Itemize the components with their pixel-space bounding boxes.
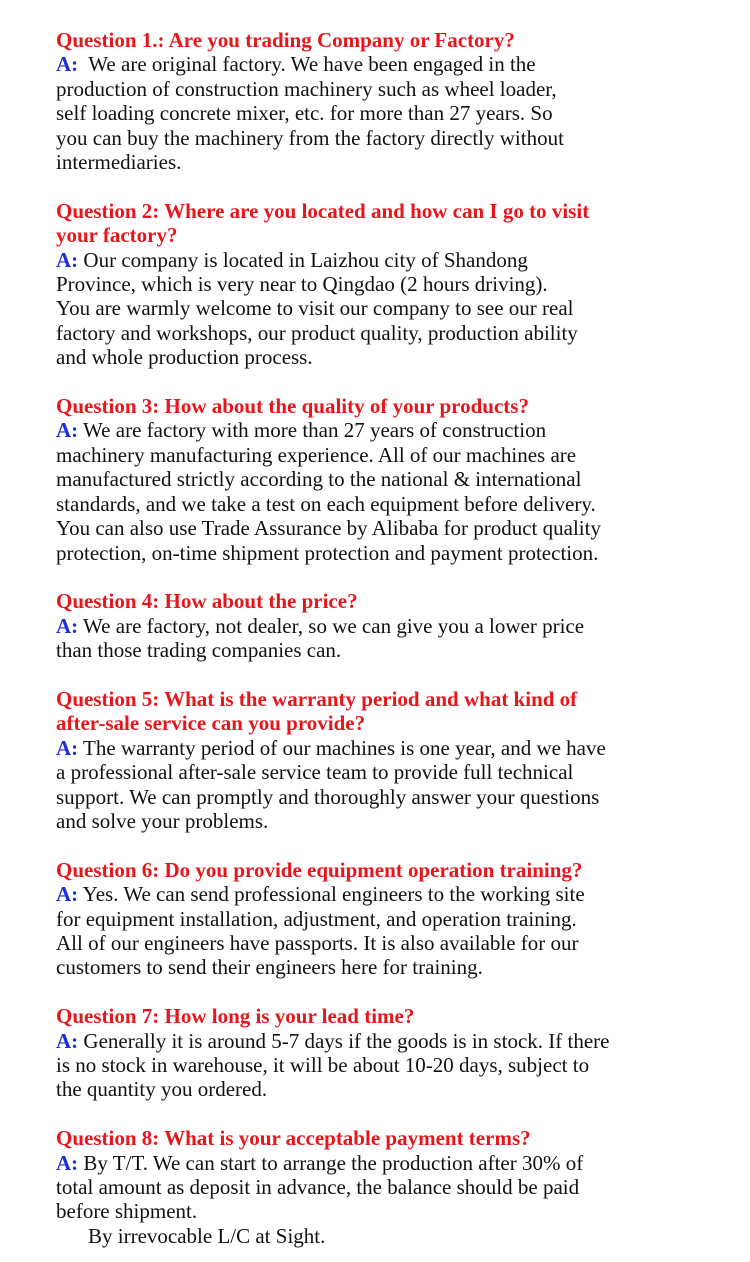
- faq-item-2: [56, 199, 710, 370]
- answer-8-line-1: A: By T/T. We can start to arrange the production after 30% of: [56, 1150, 584, 1175]
- answer-5-line-3: support. We can promptly and thoroughly answer your questions: [56, 784, 600, 809]
- faq-item-1: [56, 28, 710, 174]
- answer-3-line-1: A: We are factory with more than 27 years of construction: [56, 418, 547, 443]
- question-4: Question 4: How about the price?: [56, 589, 358, 614]
- answer-label: A:: [56, 1028, 79, 1053]
- answer-3-line-6: protection, on-time shipment protection and payment protection.: [56, 540, 599, 565]
- answer-1-line-1: A: We are original factory. We have been engaged in the: [56, 52, 536, 77]
- answer-1-line-3: self loading concrete mixer, etc. for more than 27 years. So: [56, 101, 553, 126]
- answer-2-line-2: Province, which is very near to Qingdao (2 hours driving).: [56, 272, 548, 297]
- answer-1-line-5: intermediaries.: [56, 150, 182, 175]
- answer-7-line-1: A: Generally it is around 5-7 days if the goods is in stock. If there: [56, 1028, 610, 1053]
- answer-6-line-1: A: Yes. We can send professional engineers to the working site: [56, 882, 585, 907]
- faq-item-6: [56, 858, 710, 980]
- answer-label: A:: [56, 52, 79, 77]
- answer-1-line-2: production of construction machinery such as wheel loader,: [56, 76, 557, 101]
- answer-1-line-4: you can buy the machinery from the factory directly without: [56, 125, 564, 150]
- answer-6-line-2: for equipment installation, adjustment, and operation training.: [56, 906, 577, 931]
- answer-8-line-2: total amount as deposit in advance, the balance should be paid: [56, 1174, 580, 1199]
- answer-6-line-3: All of our engineers have passports. It is also available for our: [56, 930, 579, 955]
- question-3: Question 3: How about the quality of your products?: [56, 394, 529, 419]
- answer-label: A:: [56, 247, 79, 272]
- faq-item-3: [56, 394, 710, 565]
- answer-7-line-2: is no stock in warehouse, it will be about 10-20 days, subject to: [56, 1052, 590, 1077]
- question-2-line-2: your factory?: [56, 223, 178, 248]
- answer-8-extra-line: By irrevocable L/C at Sight.: [88, 1223, 326, 1248]
- answer-3-line-4: standards, and we take a test on each equipment before delivery.: [56, 491, 596, 516]
- faq-item-8: [56, 1126, 710, 1248]
- faq-item-4: [56, 589, 710, 662]
- faq-item-5: [56, 687, 710, 833]
- answer-4-line-2: than those trading companies can.: [56, 638, 342, 663]
- answer-label: A:: [56, 735, 79, 760]
- answer-8-line-3: before shipment.: [56, 1199, 198, 1224]
- answer-label: A:: [56, 418, 79, 443]
- answer-2-line-3: You are warmly welcome to visit our company to see our real: [56, 296, 574, 321]
- faq-item-7: [56, 1004, 710, 1102]
- question-5-line-2: after-sale service can you provide?: [56, 711, 366, 736]
- answer-2-line-5: and whole production process.: [56, 345, 313, 370]
- answer-7-line-3: the quantity you ordered.: [56, 1077, 268, 1102]
- answer-4-line-1: A: We are factory, not dealer, so we can give you a lower price: [56, 613, 585, 638]
- answer-5-line-4: and solve your problems.: [56, 808, 269, 833]
- answer-5-line-1: A: The warranty period of our machines is one year, and we have: [56, 735, 606, 760]
- answer-6-line-4: customers to send their engineers here for training.: [56, 955, 483, 980]
- answer-3-line-2: machinery manufacturing experience. All of our machines are: [56, 442, 577, 467]
- question-2-line-1: Question 2: Where are you located and how can I go to visit: [56, 198, 590, 223]
- answer-5-line-2: a professional after-sale service team to provide full technical: [56, 760, 574, 785]
- answer-2-line-1: A: Our company is located in Laizhou city of Shandong: [56, 247, 528, 272]
- answer-2-line-4: factory and workshops, our product quality, production ability: [56, 320, 578, 345]
- answer-label: A:: [56, 1150, 79, 1175]
- question-7: Question 7: How long is your lead time?: [56, 1004, 415, 1029]
- question-1: Question 1.: Are you trading Company or Factory?: [56, 28, 515, 52]
- question-8: Question 8: What is your acceptable payment terms?: [56, 1126, 531, 1151]
- answer-3-line-5: You can also use Trade Assurance by Alibaba for product quality: [56, 516, 601, 541]
- answer-label: A:: [56, 613, 79, 638]
- answer-label: A:: [56, 882, 79, 907]
- answer-3-line-3: manufactured strictly according to the national & international: [56, 467, 582, 492]
- question-6: Question 6: Do you provide equipment operation training?: [56, 857, 583, 882]
- question-5-line-1: Question 5: What is the warranty period and what kind of: [56, 686, 578, 711]
